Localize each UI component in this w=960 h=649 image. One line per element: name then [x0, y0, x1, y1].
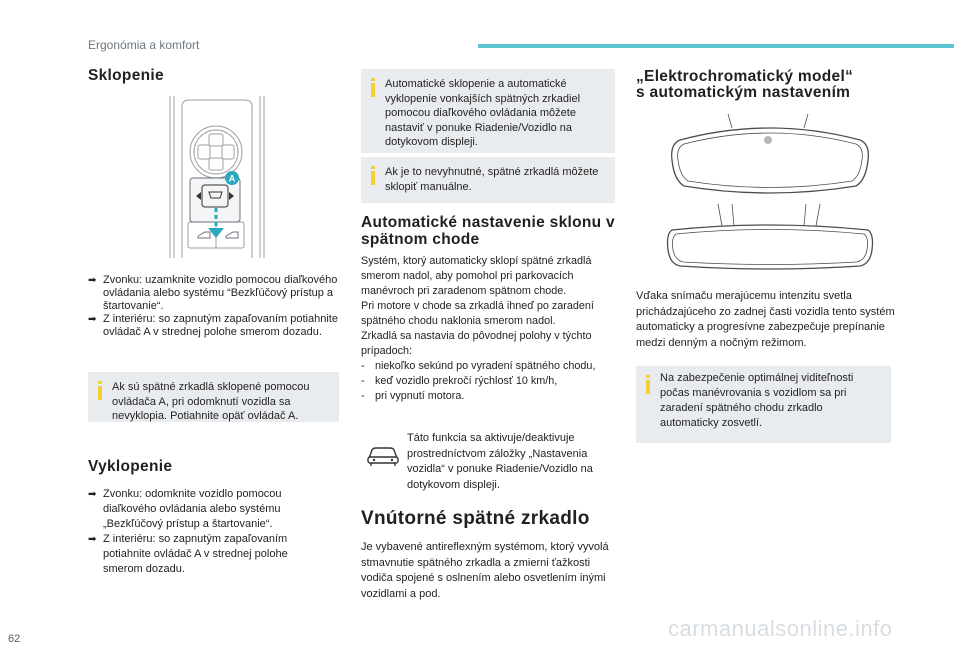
electrochromatic-text: Vďaka snímaču merajúcemu intenzitu svetla prichádzajúceho zo zadnej časti vozidla tento systém automaticky a progresívne zabezpečuje prepínanie medzi denným a nočným režimom.: [636, 290, 895, 349]
heading-unfold: Vyklopenie: [88, 458, 173, 475]
car-icon: [366, 444, 400, 468]
arrow-bullet-icon: ➡: [88, 489, 97, 500]
heading-fold: Sklopenie: [88, 67, 164, 84]
list-item: - pri vypnutí motora.: [361, 390, 465, 402]
unfold-list: [88, 487, 328, 577]
header-accent-bar: [478, 44, 954, 48]
section-header: Ergonómia a komfort: [88, 38, 200, 52]
heading-electrochromatic: „Elektrochromatický model“ s automatickým nastavením: [636, 68, 854, 101]
list-item: - keď vozidlo prekročí rýchlosť 10 km/h,: [361, 375, 558, 387]
arrow-bullet-icon: ➡: [88, 314, 97, 325]
heading-interior-mirror: Vnútorné spätné zrkadlo: [361, 508, 590, 529]
arrow-bullet-icon: ➡: [88, 275, 97, 286]
list-item: ➡ Z interiéru: so zapnutým zapaľovaním potiahnite ovládač A v strednej polohe smerom dozadu.: [88, 313, 338, 338]
interior-mirror-text: Je vybavené antireflexným systémom, ktorý vyvolá stmavnutie spätného zrkadla a zmierni ťažkosti vodiča spojené s oslnením alebo osvetlením inými vozidlami a pod.: [361, 541, 609, 600]
interior-mirror-figure: [660, 110, 880, 275]
mirror-control-figure: [160, 96, 270, 258]
info-icon: [98, 386, 102, 400]
info-icon: [646, 380, 650, 394]
list-item: ➡ Zvonku: odomknite vozidlo pomocou diaľkového ovládania alebo systému „Bezkľúčový prístup a štartovanie“.: [88, 488, 282, 530]
reverse-lighten-note: Na zabezpečenie optimálnej viditeľnosti počas manévrovania s vozidlom sa pri zaradení spätného chodu zrkadlo automaticky zosvetlí.: [636, 366, 891, 443]
page-number: 62: [8, 633, 21, 645]
fold-list: [88, 274, 338, 339]
fold-note: Ak sú spätné zrkadlá sklopené pomocou ovládača A, pri odomknutí vozidla sa nevyklopia. Potiahnite opäť ovládač A.: [88, 372, 339, 422]
heading-reverse: Automatické nastavenie sklonu v spätnom chode: [361, 214, 615, 248]
info-icon: [371, 83, 375, 97]
watermark: carmanualsonline.info: [668, 616, 893, 641]
list-item: - niekoľko sekúnd po vyradení spätného chodu,: [361, 360, 596, 372]
figure-label-a: A: [228, 173, 236, 184]
auto-fold-note: Automatické sklopenie a automatické vyklopenie vonkajších spätných zrkadiel pomocou diaľkového ovládania môžete nastaviť v ponuke Riadenie/Vozidlo na dotykovom displeji.: [361, 69, 615, 153]
list-item: ➡ Z interiéru: so zapnutým zapaľovaním potiahnite ovládač A v strednej polohe smerom dozadu.: [88, 533, 288, 575]
arrow-bullet-icon: ➡: [88, 534, 97, 545]
reverse-text: Systém, ktorý automaticky sklopí spätné zrkadlá smerom nadol, aby pomohol pri parkovacích manévroch pri zaradenom spätnom chode. Pri motore v chode sa zrkadlá ihneď po zaradení spätného chodu naklonia smerom nadol. Zrkadlá sa nastavia do pôvodnej polohy v týchto prípadoch: - niekoľko sekúnd po vyradení spätného chodu, - keď vozidlo prekročí rýchlosť 10 km/h, - pri vypnutí motora.: [361, 254, 611, 404]
manual-fold-note: Ak je to nevyhnutné, spätné zrkadlá môžete sklopiť manuálne.: [361, 157, 615, 203]
info-icon: [371, 171, 375, 185]
car-settings-note: Táto funkcia sa aktivuje/deaktivuje prostredníctvom záložky „Nastavenia vozidla“ v ponuke Riadenie/Vozidlo na dotykovom displeji.: [407, 432, 593, 491]
list-item: ➡ Zvonku: uzamknite vozidlo pomocou diaľkového ovládania alebo systému “Bezkľúčový prístup a štartovanie“.: [88, 274, 338, 312]
